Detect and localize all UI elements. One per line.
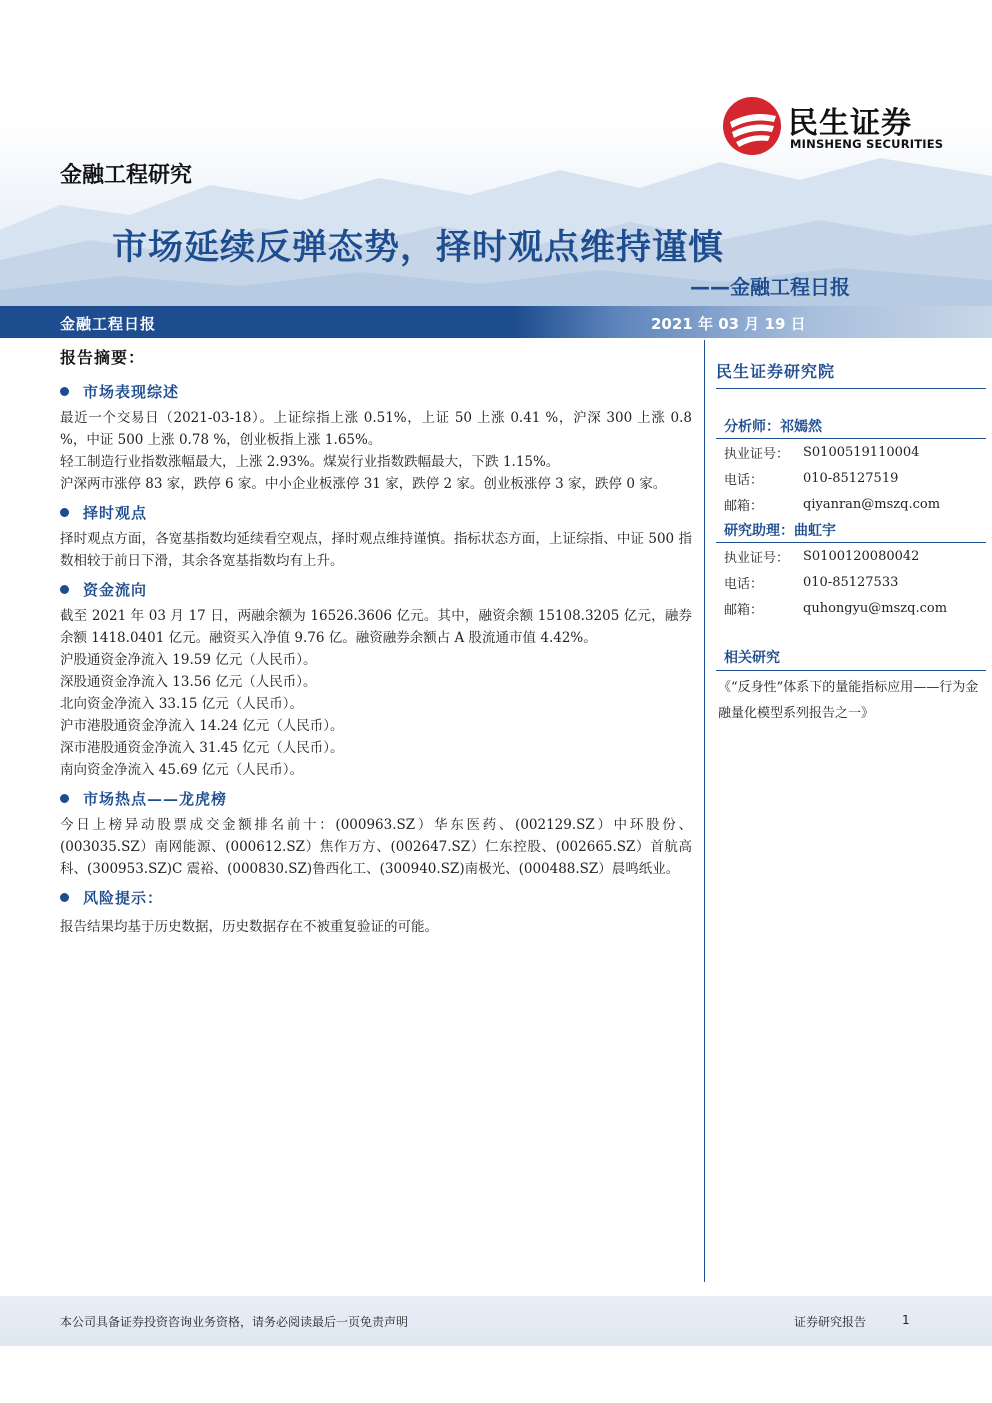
- paragraph: 轻工制造行业指数涨幅最大，上涨 2.93%。煤炭行业指数跌幅最大，下跌 1.15%。: [60, 454, 560, 470]
- row-label: 邮箱：: [724, 498, 764, 514]
- analyst-phone-row: [716, 465, 986, 491]
- bullet-icon: [60, 893, 69, 902]
- minsheng-logo-icon: [722, 96, 782, 156]
- section-market-overview: [60, 378, 697, 495]
- paragraph: 今日上榜异动股票成交金额排名前十：(000963.SZ）华东医药、(002129.SZ）中环股份、(003035.SZ）南网能源、(000612.SZ）焦作万方、(002647.SZ）仁东控股、(002665.SZ）首航高科、(300953.SZ)C 震裕、(000830.SZ)鲁西化工、(300940.SZ)南极光、(000488.SZ）晨鸣纸业。: [60, 817, 692, 877]
- row-label: 执业证号：: [724, 446, 790, 462]
- title-band: [0, 306, 992, 338]
- paragraph: 沪深两市涨停 83 家，跌停 6 家。中小企业板涨停 31 家，跌停 2 家。创业板涨停 3 家，跌停 0 家。: [60, 476, 667, 492]
- research-institute: 民生证券研究院: [716, 355, 986, 389]
- paragraph: 报告结果均基于历史数据，历史数据存在不被重复验证的可能。: [60, 919, 438, 935]
- paragraph: 最近一个交易日（2021-03-18）。上证综指上涨 0.51%，上证 50 上涨 0.41 %，沪深 300 上涨 0.8 %，中证 500 上涨 0.78 %，创业板指上涨 1.65%。: [60, 410, 697, 448]
- page-footer: [0, 1296, 992, 1346]
- row-value: 010-85127533: [803, 574, 899, 590]
- row-value: S0100120080042: [803, 548, 920, 564]
- logo-name-cn: 民生证券: [788, 106, 912, 141]
- assistant-heading: 研究助理：曲虹宇: [716, 519, 986, 543]
- paragraph: 截至 2021 年 03 月 17 日，两融余额为 16526.3606 亿元。其中，融资余额 15108.3205 亿元，融券余额 1418.0401 亿元。融资买入净值 9.76 亿。融资融券余额占 A 股流通市值 4.42%。: [60, 608, 692, 646]
- logo-name-en: MINSHENG SECURITIES: [790, 137, 944, 151]
- section-timing-view: [60, 499, 692, 572]
- report-subtitle: ——金融工程日报: [690, 275, 850, 299]
- section-heading: [60, 785, 692, 811]
- row-value: S0100519110004: [803, 444, 920, 460]
- section-hot-spots: [60, 785, 692, 880]
- fund-flow-line: 沪市港股通资金净流入 14.24 亿元（人民币）。: [60, 718, 344, 734]
- row-value: 010-85127519: [803, 470, 899, 486]
- section-title: 市场热点——龙虎榜: [83, 789, 228, 808]
- fund-flow-line: 沪股通资金净流入 19.59 亿元（人民币）。: [60, 652, 317, 668]
- assistant-email-row: [716, 595, 986, 621]
- footer-disclaimer: 本公司具备证券投资咨询业务资格，请务必阅读最后一页免责声明: [60, 1315, 409, 1329]
- row-label: 电话：: [724, 472, 764, 488]
- row-label: 电话：: [724, 576, 764, 592]
- section-heading: [60, 378, 692, 404]
- section-fund-flow: [60, 576, 692, 781]
- related-research-link[interactable]: 《“反身性”体系下的量能指标应用——行为金融量化模型系列报告之一》: [718, 680, 979, 721]
- section-heading: [60, 499, 692, 525]
- report-date: 2021 年 03 月 19 日: [651, 315, 806, 333]
- column-divider: [704, 340, 705, 1282]
- bullet-icon: [60, 585, 69, 594]
- row-label: 邮箱：: [724, 602, 764, 618]
- report-type: 金融工程日报: [60, 315, 157, 333]
- minsheng-logo: [722, 96, 962, 156]
- sidebar: [716, 355, 986, 727]
- related-research-heading: 相关研究: [716, 645, 986, 671]
- section-title: 风险提示：: [83, 888, 164, 907]
- bullet-icon: [60, 387, 69, 396]
- fund-flow-line: 深股通资金净流入 13.56 亿元（人民币）。: [60, 674, 317, 690]
- fund-flow-line: 北向资金净流入 33.15 亿元（人民币）。: [60, 696, 303, 712]
- section-title: 资金流向: [83, 580, 148, 599]
- paragraph: 择时观点方面，各宽基指数均延续看空观点，择时观点维持谨慎。指标状态方面，上证综指、中证 500 指数相较于前日下滑，其余各宽基指数均有上升。: [60, 531, 692, 569]
- assistant-license-row: [716, 543, 986, 569]
- report-title: 市场延续反弹态势，择时观点维持谨慎: [112, 228, 725, 268]
- row-label: 执业证号：: [724, 550, 790, 566]
- bullet-icon: [60, 794, 69, 803]
- section-title: 择时观点: [83, 503, 148, 522]
- fund-flow-line: 南向资金净流入 45.69 亿元（人民币）。: [60, 762, 303, 778]
- analyst-heading: 分析师：祁嫣然: [716, 415, 986, 439]
- assistant-phone-row: [716, 569, 986, 595]
- report-category: 金融工程研究: [60, 163, 193, 188]
- section-heading: [60, 884, 692, 910]
- fund-flow-line: 深市港股通资金净流入 31.45 亿元（人民币）。: [60, 740, 344, 756]
- section-risk-warning: [60, 884, 692, 938]
- footer-doc-type: 证券研究报告: [794, 1315, 867, 1329]
- analyst-email-link[interactable]: qiyanran@mszq.com: [803, 496, 941, 512]
- assistant-email-link[interactable]: quhongyu@mszq.com: [803, 600, 948, 616]
- analyst-email-row: [716, 491, 986, 517]
- section-heading: [60, 576, 692, 602]
- summary-column: [60, 345, 697, 938]
- page-number: 1: [902, 1313, 910, 1327]
- bullet-icon: [60, 508, 69, 517]
- section-title: 市场表现综述: [83, 382, 180, 401]
- summary-title: 报告摘要：: [60, 348, 146, 367]
- analyst-license-row: [716, 439, 986, 465]
